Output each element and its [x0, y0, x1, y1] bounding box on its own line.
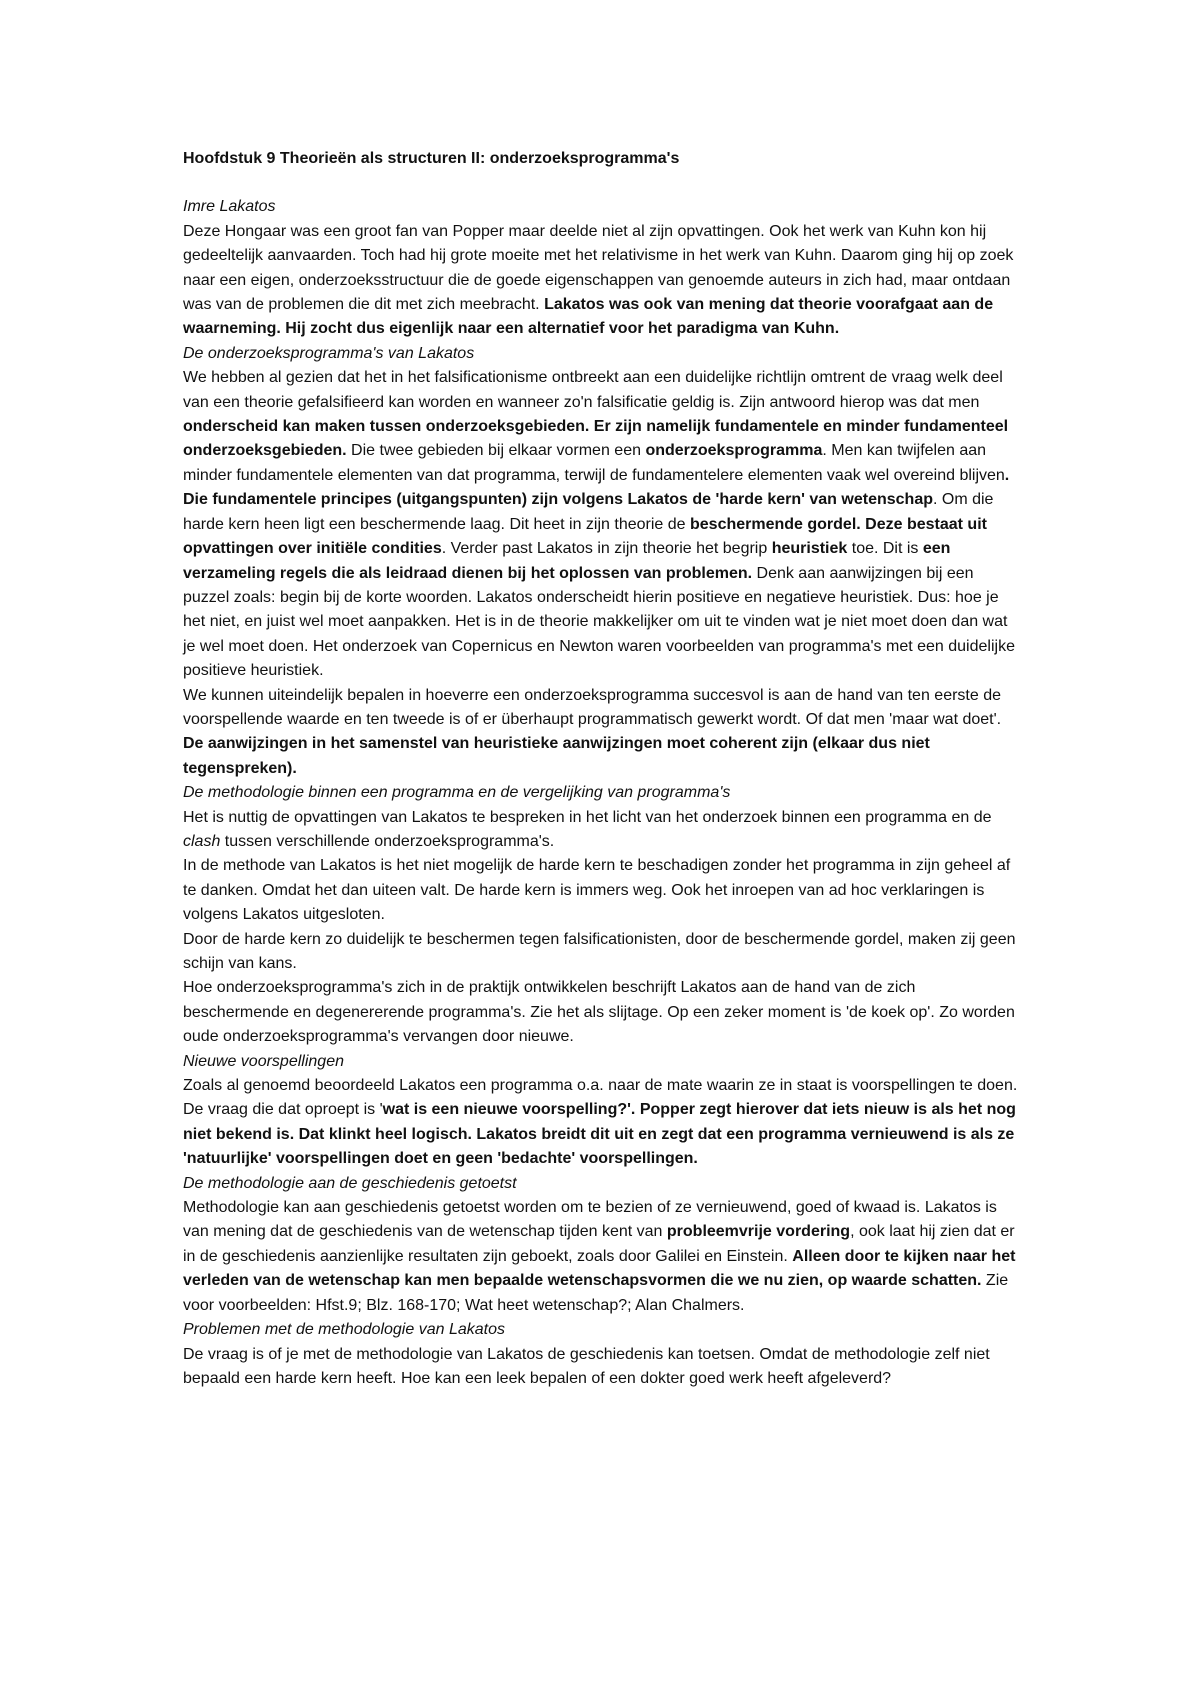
text-run: toe. Dit is [847, 540, 923, 558]
bold-text: Lakatos was ook van mening dat theorie voorafgaat aan de waarneming. Hij zocht dus eigenlijk naar een alternatief voor het paradigma van Kuhn. [183, 296, 994, 338]
bold-text: Alleen door te kijken naar het verleden van de wetenschap kan men bepaalde wetenschapsvormen die we nu zien, op waarde schatten. [183, 1247, 1016, 1290]
text-run: . Om die harde kern heen ligt een beschermende laag. Dit heet in zijn theorie de [183, 491, 994, 533]
text-run: De vraag is of je met de methodologie van Lakatos de geschiedenis kan toetsen. Omdat de methodologie zelf niet bepaald een harde kern heeft. Hoe kan een leek bepalen of een dokter goed werk heeft afgeleverd? [183, 1345, 990, 1387]
paragraph [183, 928, 1023, 977]
text-run: Door de harde kern zo duidelijk te beschermen tegen falsificationisten, door de beschermende gordel, maken zij geen schijn van kans. [183, 930, 1016, 972]
bold-text: De aanwijzingen in het samenstel van heuristieke aanwijzingen moet coherent zijn (elkaar dus niet tegenspreken). [183, 735, 930, 777]
document-page [183, 147, 1023, 1391]
bold-text: onderscheid kan maken tussen onderzoeksgebieden. Er zijn namelijk fundamentele en minder fundamenteel onderzoeksgebieden. [183, 418, 1009, 460]
paragraph [183, 220, 1023, 342]
text-run: In de methode van Lakatos is het niet mogelijk de harde kern te beschadigen zonder het programma in zijn geheel af te danken. Omdat het dan uiteen valt. De harde kern is immers weg. Ook het inroepen van ad hoc verklaringen is volgens Lakatos uitgesloten. [183, 857, 1011, 924]
italic-text: clash [183, 832, 221, 850]
bold-text: heuristiek [771, 540, 848, 558]
bold-text: . Die fundamentele principes (uitgangspunten) zijn volgens Lakatos de 'harde kern' van wetenschap [183, 466, 1010, 509]
text-run: Hoe onderzoeksprogramma's zich in de praktijk ontwikkelen beschrijft Lakatos aan de hand van de zich beschermende en degenererende programma's. Zie het als slijtage. Op een zeker moment is 'de koek op'. Zo worden oude onderzoeksprogramma's vervangen door nieuwe. [183, 979, 1015, 1046]
paragraph [183, 1196, 1023, 1318]
paragraph [183, 1074, 1023, 1172]
section-heading: De methodologie aan de geschiedenis getoetst [183, 1174, 517, 1192]
text-run: . Verder past Lakatos in zijn theorie het begrip [441, 540, 772, 558]
text-run: tussen verschillende onderzoeksprogramma's. [220, 832, 555, 850]
text-run: Zie voor voorbeelden: Hfst.9; Blz. 168-170; Wat heet wetenschap?; Alan Chalmers. [183, 1272, 1009, 1314]
bold-text: probleemvrije vordering [666, 1223, 851, 1241]
section-heading: De methodologie binnen een programma en de vergelijking van programma's [183, 784, 731, 802]
text-run: Denk aan aanwijzingen bij een puzzel zoals: begin bij de korte woorden. Lakatos onderscheidt hierin positieve en negatieve heuristiek. Dus: hoe je het niet, en juist wel moet aanpakken. Het is in de theorie makkelijker om uit te vinden wat je niet moet doen dan wat je wel moet doen. Het onderzoek van Copernicus en Newton waren voorbeelden van programma's met een duidelijke positieve heuristiek. [183, 564, 1015, 680]
section-heading: Nieuwe voorspellingen [183, 1052, 344, 1070]
section-heading: Problemen met de methodologie van Lakatos [183, 1321, 505, 1339]
bold-text: een verzameling regels die als leidraad dienen bij het oplossen van problemen. [183, 540, 951, 582]
text-run: , ook laat hij zien dat er in de geschiedenis aanzienlijke resultaten zijn geboekt, zoals door Galilei en Einstein. [183, 1223, 1015, 1265]
document-body [183, 195, 1023, 1391]
text-run: Zoals al genoemd beoordeeld Lakatos een programma o.a. naar de mate waarin ze in staat is voorspellingen te doen. De vraag die dat oproept is ' [183, 1077, 1018, 1119]
bold-text: onderzoeksprogramma [645, 442, 823, 460]
text-run: . Men kan twijfelen aan minder fundamentele elementen van dat programma, terwijl de fundamentelere elementen vaak wel overeind blijven [183, 442, 1005, 484]
paragraph [183, 684, 1023, 782]
chapter-title: Hoofdstuk 9 Theorieën als structuren II: onderzoeksprogramma's [183, 150, 680, 167]
section-heading: Imre Lakatos [183, 198, 276, 216]
text-run: Het is nuttig de opvattingen van Lakatos te bespreken in het licht van het onderzoek binnen een programma en de [183, 808, 992, 826]
paragraph [183, 854, 1023, 927]
bold-text: wat is een nieuwe voorspelling?'. Popper zegt hierover dat iets nieuw is als het nog niet bekend is. Dat klinkt heel logisch. Lakatos breidt dit uit en zegt dat een programma vernieuwend is als ze 'natuurlijke' voorspellingen doet en geen 'bedachte' voorspellingen. [183, 1101, 1016, 1168]
text-run: We hebben al gezien dat het in het falsificationisme ontbreekt aan een duidelijke richtlijn omtrent de vraag welk deel van een theorie gefalsifieerd kan worden en wanneer zo'n falsificatie geldig is. Zijn antwoord hierop was dat men [183, 369, 1003, 411]
text-run: Methodologie kan aan geschiedenis getoetst worden om te bezien of ze vernieuwend, goed of kwaad is. Lakatos is van mening dat de geschiedenis van de wetenschap tijden kent van [183, 1199, 997, 1241]
text-run: Deze Hongaar was een groot fan van Popper maar deelde niet al zijn opvattingen. Ook het werk van Kuhn kon hij gedeeltelijk aanvaarden. Toch had hij grote moeite met het relativisme in het werk van Kuhn. Daarom ging hij op zoek naar een eigen, onderzoeksstructuur die de goede eigenschappen van genoemde auteurs in zich had, maar ontdaan was van de problemen die dit met zich meebracht. [183, 222, 1014, 314]
paragraph [183, 806, 1023, 855]
paragraph [183, 1343, 1023, 1392]
paragraph [183, 366, 1023, 683]
text-run: Die twee gebieden bij elkaar vormen een [346, 442, 646, 460]
paragraph [183, 976, 1023, 1049]
section-heading: De onderzoeksprogramma's van Lakatos [183, 344, 475, 362]
bold-text: beschermende gordel. Deze bestaat uit opvattingen over initiële condities [183, 515, 987, 558]
text-run: We kunnen uiteindelijk bepalen in hoeverre een onderzoeksprogramma succesvol is aan de hand van ten eerste de voorspellende waarde en ten tweede is of er überhaupt programmatisch gewerkt wordt. Of dat men 'maar wat doet'. [183, 686, 1002, 728]
